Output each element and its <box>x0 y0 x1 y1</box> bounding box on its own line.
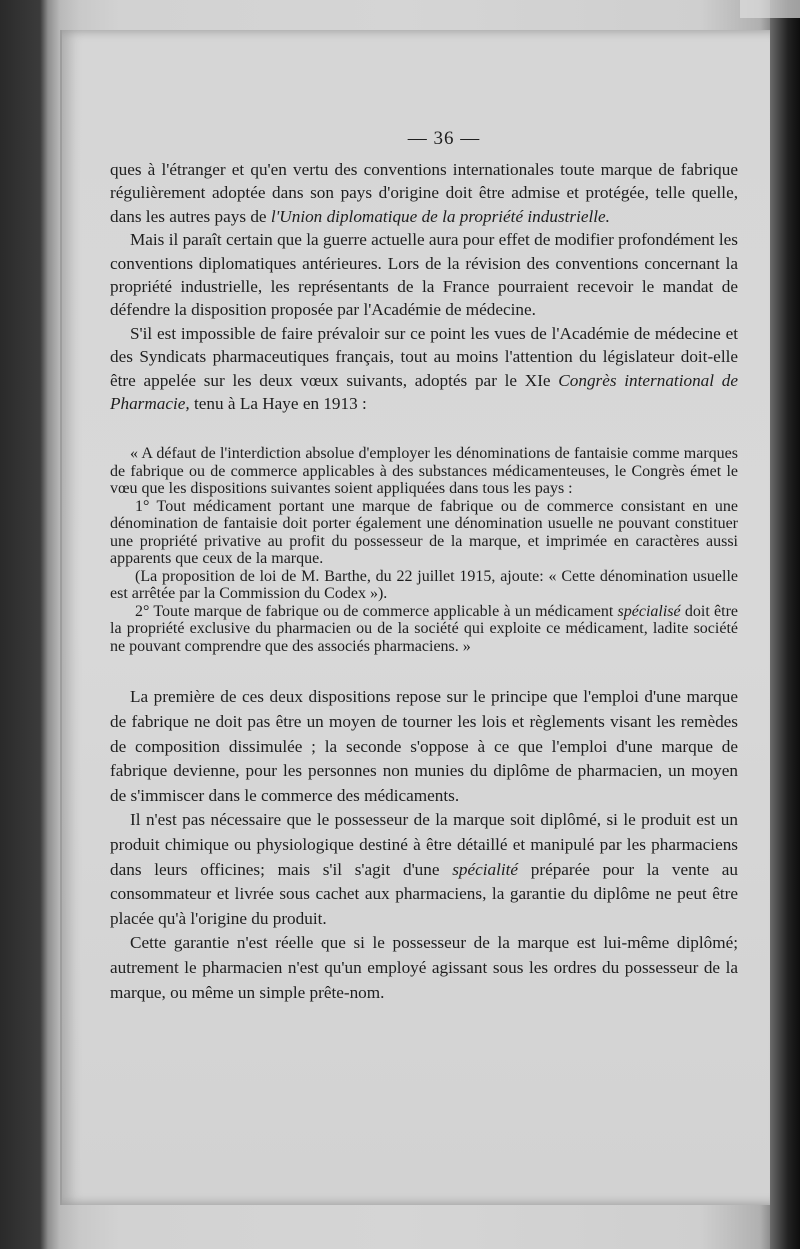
quoted-resolution <box>110 445 738 655</box>
scan-top-strip <box>740 0 800 18</box>
paragraph-6: Cette garantie n'est réelle que si le possesseur de la marque est lui-même diplômé; autrement le pharmacien n'est qu'un employé agissant sous les ordres du possesseur de la marque, ou même un simple prête-nom. <box>110 933 738 1002</box>
quote-item-1: 1° Tout médicament portant une marque de fabrique ou de commerce consistant en une dénomination de fantaisie doit porter également une dénomination usuelle ne pouvant constituer une propriété privative au profit du possesseur de la marque, et imprimée en caractères aussi apparents que ceux de la marque. <box>110 497 738 568</box>
page-text <box>110 128 738 1005</box>
paragraph-3: S'il est impossible de faire prévaloir sur ce point les vues de l'Académie de médecine et des Syndicats pharmaceutiques français, tout au moins l'attention du législateur doit-elle être appelée sur les deux vœux suivants, adoptés par le XIe Congrès international de Pharmacie, tenu à La Haye en 1913 : <box>110 323 739 414</box>
quote-note: (La proposition de loi de M. Barthe, du 22 juillet 1915, ajoute: « Cette dénomination usuelle est arrêtée par la Commission du Codex »). <box>110 567 738 603</box>
paragraph-1: ques à l'étranger et qu'en vertu des conventions internationales toute marque de fabrique régulièrement adoptée dans son pays d'origine doit être admise et protégée, telle quelle, dans les autres pays de l'Union diplomatique de la propriété industrielle. <box>110 160 738 226</box>
paragraph-4: La première de ces deux dispositions repose sur le principe que l'emploi d'une marque de fabrique ne doit pas être un moyen de tourner les lois et règlements visant les remèdes de composition dissimulée ; la seconde s'oppose à ce que l'emploi d'une marque de fabrique devienne, pour les personnes non munies du diplôme de pharmacien, un moyen de s'immiscer dans le commerce des médicaments. <box>110 687 738 805</box>
scan-right-edge <box>770 0 800 1249</box>
closing-paragraphs <box>110 685 738 1005</box>
quote-intro: « A défaut de l'interdiction absolue d'employer les dénominations de fantaisie comme marques de fabrique ou de commerce applicables à des substances médicamenteuses, le Congrès émet le vœu que les dispositions suivantes soient appliquées dans tous les pays : <box>110 445 738 498</box>
page-number: — 36 — <box>407 128 481 149</box>
paragraph-2: Mais il paraît certain que la guerre actuelle aura pour effet de modifier profondément les conventions diplomatiques antérieures. Lors de la révision des conventions concernant la propriété industrielle, les représentants de la France pourraient recevoir le mandat de défendre la disposition proposée par l'Académie de médecine. <box>110 230 738 320</box>
paragraph-5: Il n'est pas nécessaire que le possesseur de la marque soit diplômé, si le produit est un produit chimique ou physiologique destiné à être détaillé et manipulé par les pharmaciens dans leurs officines; mais s'il s'agit d'une spécialité préparée pour la vente au consommateur et livrée sous cachet aux pharmaciens, la garantie du diplôme ne peut être placée qu'à l'origine du produit. <box>110 810 738 928</box>
quote-item-2: 2° Toute marque de fabrique ou de commerce applicable à un médicament spécialisé doit être la propriété exclusive du pharmacien ou de la société qui exploite ce médicament, ladite société ne pouvant comprendre que des associés pharmaciens. » <box>110 602 739 655</box>
